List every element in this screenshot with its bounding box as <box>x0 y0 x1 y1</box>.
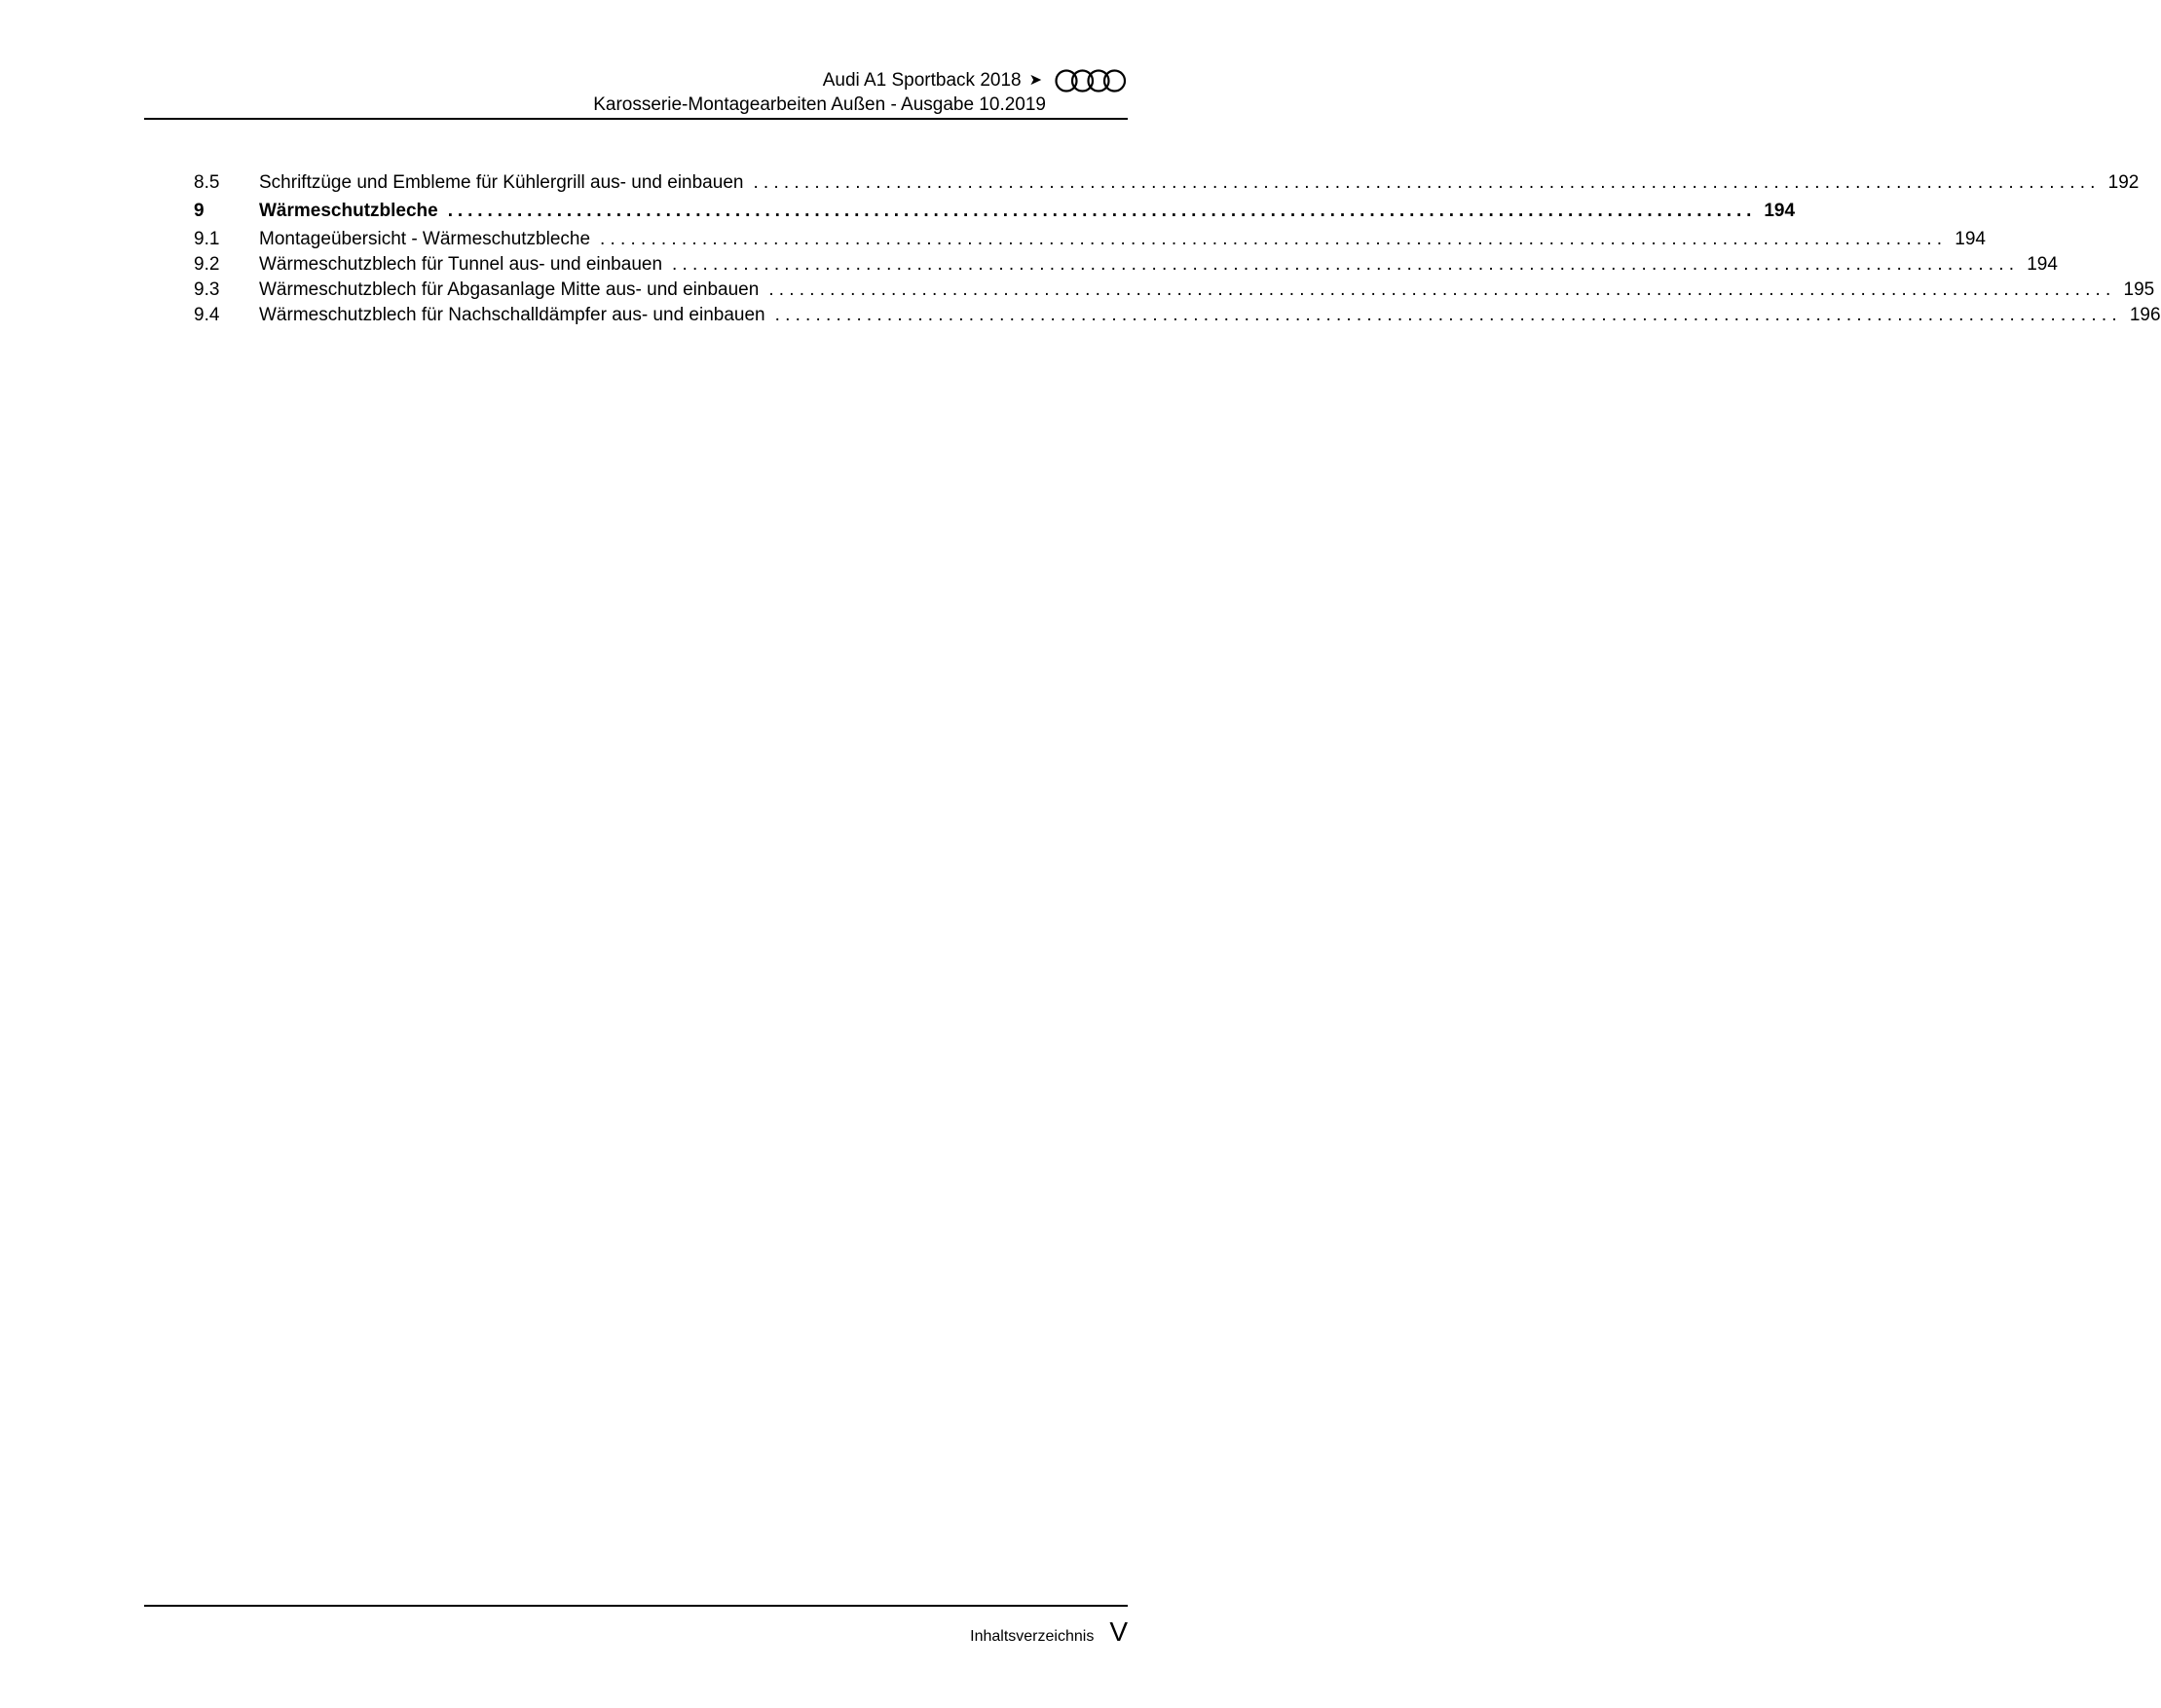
header-title: Audi A1 Sportback 2018 <box>822 70 1022 91</box>
toc-entry-page: 196 <box>2129 305 2161 325</box>
toc-entry-title: Wärmeschutzblech für Nachschalldämpfer aus- und einbauen <box>259 305 765 325</box>
toc-entry-page: 194 <box>2027 254 2058 275</box>
toc-entry-number: 9.1 <box>194 229 220 249</box>
toc-entry-page: 195 <box>2123 279 2155 300</box>
footer-page-number: V <box>1109 1616 1128 1647</box>
header-subtitle: Karosserie-Montagearbeiten Außen - Ausgabe 10.2019 <box>593 94 1046 115</box>
toc-entry-number: 9.2 <box>194 254 220 275</box>
header-title-line <box>823 68 1128 93</box>
header-divider <box>144 118 1128 120</box>
toc-dot-leader: .................................................................................................................................... <box>774 305 2122 325</box>
toc-dot-leader: .................................................................................................................................... <box>672 254 2020 275</box>
toc-entry[interactable] <box>194 252 2058 278</box>
audi-rings-logo <box>1054 68 1128 93</box>
toc-entry[interactable] <box>194 170 2140 196</box>
table-of-contents <box>194 170 2161 328</box>
toc-entry-page: 192 <box>2107 172 2140 193</box>
page-footer <box>970 1616 1128 1648</box>
toc-entry[interactable] <box>194 278 2155 303</box>
arrow-right-icon: ➤ <box>1028 72 1042 89</box>
toc-entry-number: 9 <box>194 201 205 221</box>
toc-dot-leader: .................................................................................................................................... <box>753 172 2101 193</box>
toc-entry-title: Wärmeschutzblech für Tunnel aus- und einbauen <box>259 254 663 275</box>
toc-dot-leader: .................................................................................................................................... <box>768 279 2116 300</box>
toc-entry-page: 194 <box>1764 201 1796 221</box>
page-header <box>144 68 1128 119</box>
toc-dot-leader: .................................................................................................................................... <box>447 201 1757 221</box>
toc-dot-leader: .................................................................................................................................... <box>600 229 1948 249</box>
toc-entry-title: Wärmeschutzbleche <box>259 201 438 221</box>
toc-entry[interactable] <box>194 227 1986 252</box>
toc-entry-title: Schriftzüge und Embleme für Kühlergrill aus- und einbauen <box>259 172 744 193</box>
toc-entry-page: 194 <box>1955 229 1986 249</box>
toc-entry-title: Montageübersicht - Wärmeschutzbleche <box>259 229 591 249</box>
toc-entry-title: Wärmeschutzblech für Abgasanlage Mitte aus- und einbauen <box>259 279 760 300</box>
footer-divider <box>144 1605 1128 1607</box>
toc-entry-number: 8.5 <box>194 172 220 193</box>
toc-entry[interactable] <box>194 303 2161 328</box>
toc-entry-number: 9.3 <box>194 279 220 300</box>
footer-section-label: Inhaltsverzeichnis <box>970 1628 1095 1645</box>
toc-entry-number: 9.4 <box>194 305 220 325</box>
toc-chapter-entry[interactable] <box>194 196 1796 227</box>
